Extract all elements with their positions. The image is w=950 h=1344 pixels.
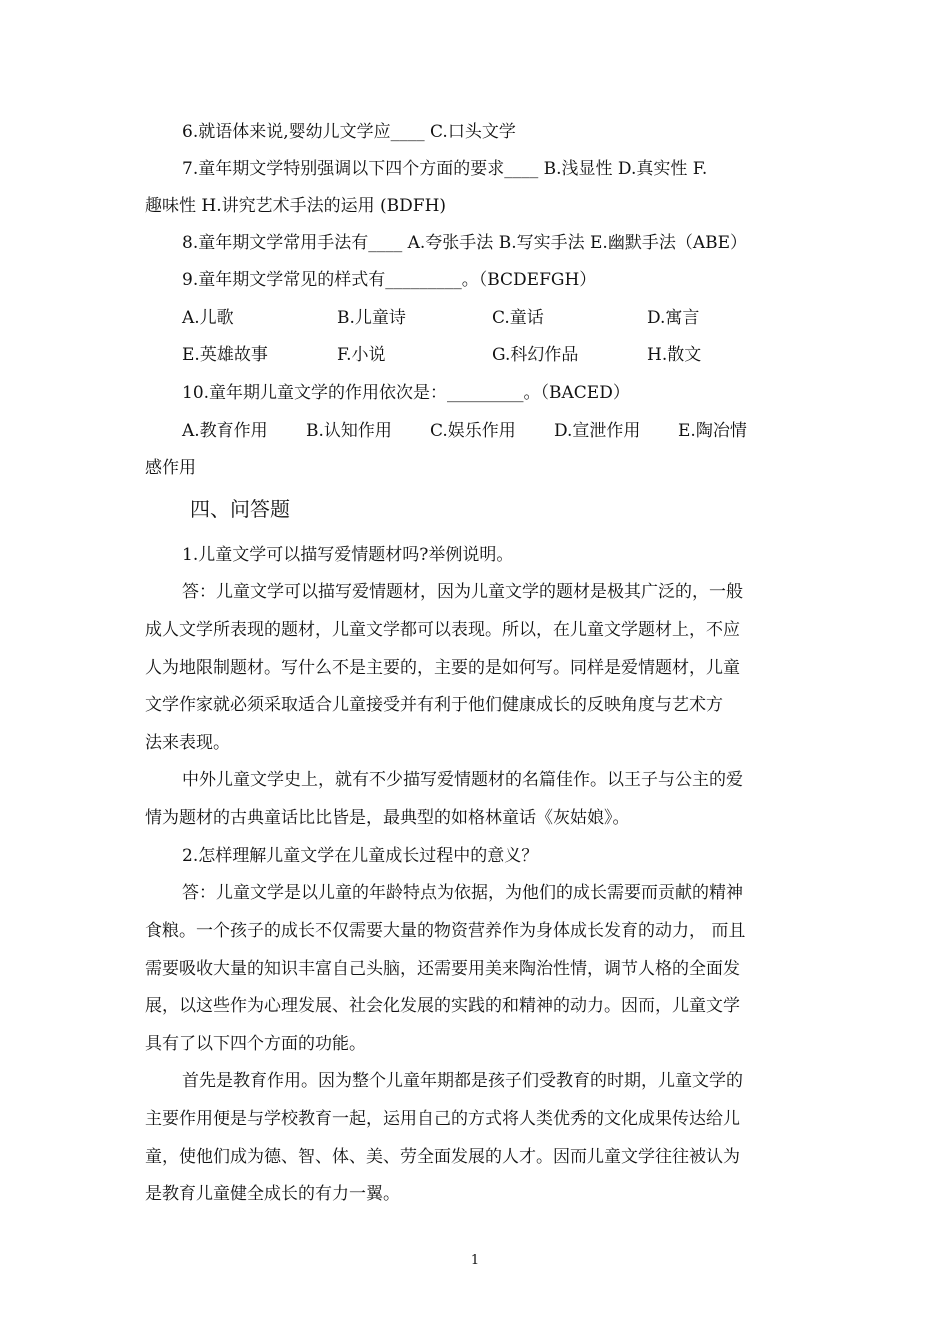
option-h: H.散文 bbox=[647, 345, 702, 365]
option-e: E.英雄故事 bbox=[182, 345, 268, 365]
answer-1-line-3: 人为地限制题材。写什么不是主要的，主要的是如何写。同样是爱情题材，儿童 bbox=[145, 658, 740, 678]
question-10: 10.童年期儿童文学的作用依次是：_________。（BACED） bbox=[182, 383, 630, 403]
answer-2-line-5: 具有了以下四个方面的功能。 bbox=[145, 1034, 366, 1054]
option-b: B.认知作用 bbox=[306, 421, 392, 441]
page-number: 1 bbox=[470, 1253, 480, 1268]
answer-2-para-2-line-4: 是教育儿童健全成长的有力一翼。 bbox=[145, 1184, 400, 1204]
question-8: 8.童年期文学常用手法有____ A.夸张手法 B.写实手法 E.幽默手法（ABE） bbox=[182, 233, 747, 253]
answer-1-line-2: 成人文学所表现的题材，儿童文学都可以表现。所以，在儿童文学题材上，不应 bbox=[145, 620, 740, 640]
option-b: B.儿童诗 bbox=[337, 308, 406, 328]
answer-2-para-2-line-2: 主要作用便是与学校教育一起，运用自己的方式将人类优秀的文化成果传达给儿 bbox=[145, 1109, 740, 1129]
option-f: F.小说 bbox=[337, 345, 386, 365]
answer-1-para-2-line-2: 情为题材的古典童话比比皆是，最典型的如格林童话《灰姑娘》。 bbox=[145, 808, 630, 828]
answer-1-line-4: 文学作家就必须采取适合儿童接受并有利于他们健康成长的反映角度与艺术方 bbox=[145, 695, 723, 715]
section-heading: 四、问答题 bbox=[190, 497, 290, 521]
question-9-options-row-2 bbox=[182, 342, 802, 368]
question-6: 6.就语体来说,婴幼儿文学应____ C.口头文学 bbox=[182, 122, 516, 142]
answer-2-para-2-line-1: 首先是教育作用。因为整个儿童年期都是孩子们受教育的时期，儿童文学的 bbox=[182, 1071, 743, 1091]
answer-1-line-1: 答：儿童文学可以描写爱情题材，因为儿童文学的题材是极其广泛的，一般 bbox=[182, 582, 743, 602]
answer-1-para-2-line-1: 中外儿童文学史上，就有不少描写爱情题材的名篇佳作。以王子与公主的爱 bbox=[182, 770, 743, 790]
option-a: A.教育作用 bbox=[182, 421, 268, 441]
answer-1-question: 1.儿童文学可以描写爱情题材吗?举例说明。 bbox=[182, 545, 514, 565]
option-a: A.儿歌 bbox=[182, 308, 234, 328]
question-10-options-continued: 感作用 bbox=[145, 458, 196, 478]
answer-2-line-4: 展，以这些作为心理发展、社会化发展的实践的和精神的动力。因而，儿童文学 bbox=[145, 996, 740, 1016]
answer-2-line-2: 食粮。一个孩子的成长不仅需要大量的物资营养作为身体成长发育的动力， 而且 bbox=[145, 921, 746, 941]
question-9-options-row-1 bbox=[182, 305, 802, 331]
answer-2-line-1: 答：儿童文学是以儿童的年龄特点为依据，为他们的成长需要而贡献的精神 bbox=[182, 883, 743, 903]
answer-1-line-5: 法来表现。 bbox=[145, 733, 230, 753]
question-9: 9.童年期文学常见的样式有_________。（BCDEFGH） bbox=[182, 270, 597, 290]
option-c: C.童话 bbox=[492, 308, 544, 328]
answer-2-question: 2.怎样理解儿童文学在儿童成长过程中的意义？ bbox=[182, 846, 539, 866]
question-7-line-1: 7.童年期文学特别强调以下四个方面的要求____ B.浅显性 D.真实性 F. bbox=[182, 159, 708, 179]
answer-2-para-2-line-3: 童，使他们成为德、智、体、美、劳全面发展的人才。因而儿童文学往往被认为 bbox=[145, 1147, 740, 1167]
question-10-options bbox=[182, 418, 802, 444]
answer-2-line-3: 需要吸收大量的知识丰富自己头脑，还需要用美来陶治性情，调节人格的全面发 bbox=[145, 959, 740, 979]
option-d: D.寓言 bbox=[647, 308, 700, 328]
option-g: G.科幻作品 bbox=[492, 345, 579, 365]
question-7-line-2: 趣味性 H.讲究艺术手法的运用 (BDFH) bbox=[145, 196, 447, 216]
option-d: D.宣泄作用 bbox=[554, 421, 641, 441]
option-c: C.娱乐作用 bbox=[430, 421, 516, 441]
option-e: E.陶冶情 bbox=[678, 421, 747, 441]
